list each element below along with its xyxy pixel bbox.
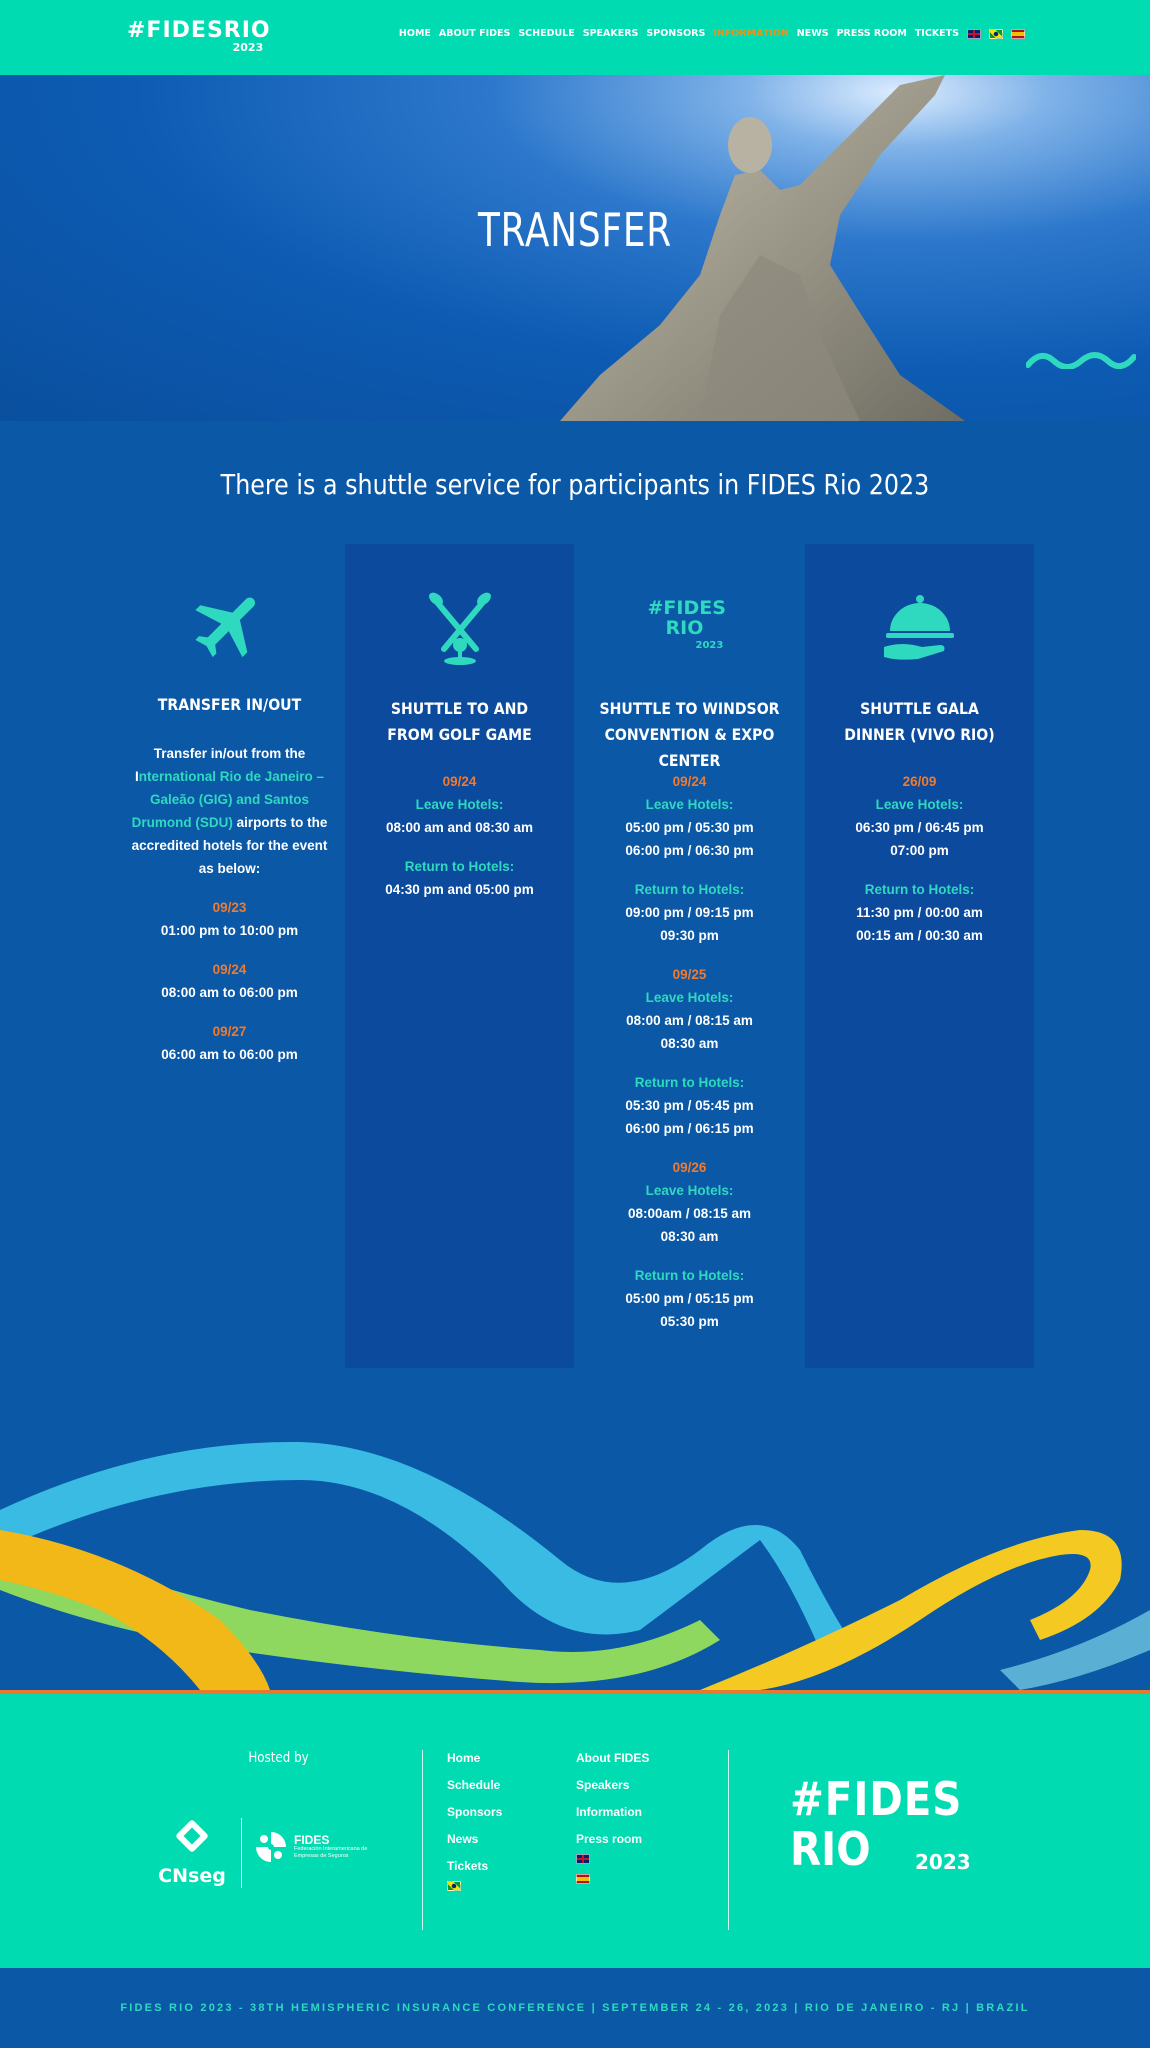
schedule-time: 06:00 am to 06:00 pm [161, 1047, 298, 1062]
footer-links-col1 [447, 1750, 502, 1891]
card-body [359, 770, 560, 901]
card-title: SHUTTLE TO WINDSOR CONVENTION & EXPO CENTER [599, 699, 780, 770]
icon-logo-year: 2023 [695, 640, 724, 651]
schedule-time: 09:00 pm / 09:15 pm [625, 905, 754, 920]
ribbon-decoration-image [0, 1420, 1150, 1690]
schedule-time: 05:30 pm / 05:45 pm [625, 1098, 754, 1113]
schedule-time: 08:30 am [660, 1036, 719, 1051]
main-nav [399, 28, 1025, 39]
site-header [0, 0, 1150, 75]
transfer-description [129, 742, 330, 880]
airports-link[interactable]: nternational Rio de Janeiro – Galeão (GIG) and Santos Drumond (SDU) [131, 769, 325, 830]
schedule-label: Return to Hotels: [634, 1075, 745, 1090]
nav-speakers[interactable]: SPEAKERS [582, 28, 639, 39]
nav-sponsors[interactable]: SPONSORS [646, 28, 706, 39]
schedule-label: Leave Hotels: [415, 797, 504, 812]
footer-link-sponsors[interactable]: Sponsors [447, 1805, 503, 1819]
schedule-date: 09/24 [672, 774, 707, 789]
fides-federation-logo[interactable] [254, 1830, 384, 1864]
schedule-date: 09/24 [442, 774, 477, 789]
footer-divider [728, 1750, 729, 1930]
intro-heading: There is a shuttle service for participants in FIDES Rio 2023 [220, 468, 930, 501]
desc-text: Transfer in/out from the I [134, 746, 306, 784]
copyright-bar: FIDES RIO 2023 - 38TH HEMISPHERIC INSURANCE CONFERENCE | SEPTEMBER 24 - 26, 2023 | RIO DE JANEIRO - RJ | BRAZIL [0, 1968, 1150, 2048]
uk-flag-icon[interactable] [576, 1854, 590, 1864]
cnseg-logo-icon [170, 1814, 214, 1858]
schedule-date: 09/24 [212, 962, 247, 977]
serving-cloche-icon [805, 584, 1034, 674]
gala-dinner-shuttle-card [805, 544, 1034, 1368]
golf-shuttle-card [345, 544, 574, 1368]
schedule-date: 09/25 [672, 967, 707, 982]
fides-rio-logo-icon [575, 584, 804, 674]
nav-tickets[interactable]: TICKETS [914, 28, 959, 39]
icon-logo-text2: RIO [665, 617, 704, 639]
schedule-time: 00:15 am / 00:30 am [856, 928, 983, 943]
spain-flag-icon[interactable] [1011, 29, 1025, 39]
wave-decoration-icon [1026, 347, 1136, 369]
schedule-date: 09/27 [212, 1024, 247, 1039]
nav-about-fides[interactable]: ABOUT FIDES [438, 28, 511, 39]
footer-divider [422, 1750, 423, 1930]
schedule-time: 06:00 pm / 06:30 pm [625, 843, 754, 858]
schedule-time: 05:00 pm / 05:15 pm [625, 1291, 754, 1306]
hero-banner [0, 75, 1150, 421]
card-title: SHUTTLE TO AND FROM GOLF GAME [387, 699, 532, 744]
fides-federation-title: FIDES [294, 1833, 330, 1847]
footer-link-home[interactable]: Home [447, 1751, 481, 1765]
nav-press-room[interactable]: PRESS ROOM [836, 28, 907, 39]
windsor-shuttle-card [575, 544, 804, 1368]
card-body [589, 770, 790, 1333]
card-title: SHUTTLE GALA DINNER (VIVO RIO) [844, 699, 995, 744]
nav-information[interactable]: INFORMATION [713, 28, 789, 39]
schedule-label: Leave Hotels: [645, 1183, 734, 1198]
schedule-time: 08:00 am / 08:15 am [626, 1013, 753, 1028]
schedule-label: Leave Hotels: [875, 797, 964, 812]
schedule-time: 08:00 am and 08:30 am [385, 820, 534, 835]
icon-logo-text: #FIDES [647, 597, 726, 619]
schedule-time: 07:00 pm [890, 843, 949, 858]
desc-text: airports to the accredited hotels for the event as below: [131, 815, 328, 876]
card-body [819, 770, 1020, 947]
schedule-date: 26/09 [902, 774, 937, 789]
logo-year: 2023 [232, 41, 264, 54]
footer-fides-rio-logo[interactable] [790, 1772, 986, 1876]
page-title: TRANSFER [477, 203, 673, 257]
footer-links-col2 [576, 1750, 649, 1884]
footer-logo-text: #FIDES [790, 1772, 963, 1826]
nav-home[interactable]: HOME [398, 28, 431, 39]
footer-link-news[interactable]: News [447, 1832, 479, 1846]
site-footer [0, 1690, 1150, 1968]
cnseg-logo[interactable] [156, 1814, 228, 1887]
schedule-date: 09/23 [212, 900, 247, 915]
card-body [129, 742, 330, 1066]
schedule-time: 05:00 pm / 05:30 pm [625, 820, 754, 835]
schedule-time: 04:30 pm and 05:00 pm [385, 882, 534, 897]
card-title: TRANSFER IN/OUT [157, 695, 302, 714]
schedule-date: 09/26 [672, 1160, 707, 1175]
footer-link-information[interactable]: Information [576, 1805, 642, 1819]
fides-federation-subtitle: Federación Interamericana de Empresas de Seguros [294, 1846, 368, 1859]
footer-link-tickets[interactable]: Tickets [447, 1859, 489, 1873]
brazil-flag-icon[interactable] [989, 29, 1003, 39]
uk-flag-icon[interactable] [967, 29, 981, 39]
footer-link-speakers[interactable]: Speakers [576, 1778, 630, 1792]
schedule-label: Return to Hotels: [634, 882, 745, 897]
airplane-icon [115, 580, 344, 670]
site-logo[interactable] [127, 18, 271, 54]
schedule-time: 08:00 am to 06:00 pm [161, 985, 298, 1000]
schedule-time: 06:00 pm / 06:15 pm [625, 1121, 754, 1136]
cnseg-logo-text: CNseg [158, 1865, 226, 1887]
footer-logo-year: 2023 [915, 1850, 971, 1874]
footer-link-press-room[interactable]: Press room [576, 1832, 643, 1846]
nav-schedule[interactable]: SCHEDULE [518, 28, 575, 39]
schedule-label: Return to Hotels: [404, 859, 515, 874]
logo-divider [241, 1818, 242, 1888]
logo-text: #FIDESRIO [127, 18, 271, 43]
spain-flag-icon[interactable] [576, 1874, 590, 1884]
schedule-label: Leave Hotels: [645, 990, 734, 1005]
hosted-by-label: Hosted by [248, 1750, 309, 1766]
schedule-time: 11:30 pm / 00:00 am [856, 905, 983, 920]
schedule-time: 08:30 am [660, 1229, 719, 1244]
footer-link-schedule[interactable]: Schedule [447, 1778, 501, 1792]
schedule-label: Return to Hotels: [864, 882, 975, 897]
footer-link-about-fides[interactable]: About FIDES [576, 1751, 650, 1765]
schedule-time: 06:30 pm / 06:45 pm [855, 820, 984, 835]
nav-news[interactable]: NEWS [796, 28, 829, 39]
schedule-time: 05:30 pm [660, 1314, 719, 1329]
schedule-time: 09:30 pm [660, 928, 719, 943]
schedule-label: Leave Hotels: [645, 797, 734, 812]
fides-federation-icon [254, 1830, 288, 1864]
transfer-in-out-card [115, 544, 344, 1368]
schedule-label: Return to Hotels: [634, 1268, 745, 1283]
golf-clubs-icon [345, 584, 574, 674]
schedule-time: 01:00 pm to 10:00 pm [160, 923, 299, 938]
brazil-flag-icon[interactable] [447, 1881, 461, 1891]
footer-logo-text2: RIO [790, 1822, 871, 1876]
schedule-time: 08:00am / 08:15 am [627, 1206, 752, 1221]
